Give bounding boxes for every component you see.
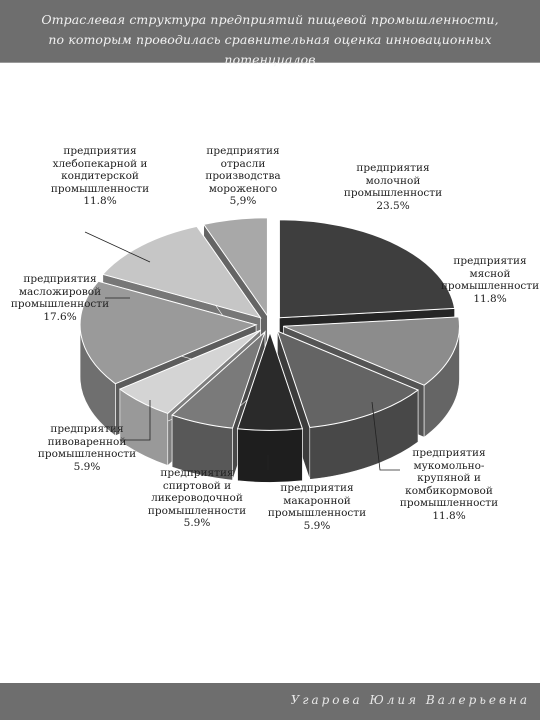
slice-label-6-line-2: промышленности — [10, 298, 110, 310]
title-bar — [0, 0, 540, 67]
slice-label-7-line-2: кондитерской — [61, 170, 139, 182]
slice-label-5-line-3: 5.9% — [73, 460, 101, 473]
slice-label-8 — [205, 145, 280, 208]
slice-label-1-line-1: мясной — [469, 267, 511, 280]
slice-label-8-line-0: предприятия — [206, 145, 280, 157]
slice-label-8-line-2: производства — [205, 170, 281, 182]
slice-label-4-line-0: предприятия — [160, 467, 234, 479]
slice-label-2-line-0: предприятия — [412, 447, 486, 459]
slice-label-6-line-3: 17.6% — [43, 310, 77, 323]
slice-0-top — [279, 220, 454, 318]
slice-label-1-line-2: промышленности — [440, 280, 540, 292]
slice-label-4-line-4: 5.9% — [183, 517, 211, 529]
slice-label-7-line-1: хлебопекарной и — [52, 157, 148, 170]
slice-label-0-line-1: молочной — [365, 174, 421, 187]
slice-label-1-line-0: предприятия — [453, 255, 527, 267]
slice-label-8-line-3: мороженого — [208, 182, 278, 195]
slice-label-2 — [400, 447, 498, 522]
slice-label-4 — [148, 467, 246, 530]
slice-label-5-line-1: пивоваренной — [47, 435, 127, 448]
slice-label-0-line-3: 23.5% — [376, 199, 410, 212]
slice-label-5-line-2: промышленности — [37, 448, 137, 460]
pie-top-faces — [80, 218, 459, 431]
slice-label-2-line-5: 11.8% — [432, 509, 466, 522]
slice-label-2-line-2: крупяной и — [417, 472, 481, 484]
slice-3-outer-wall — [238, 429, 303, 483]
slice-label-0 — [344, 162, 442, 212]
slice-label-3-line-3: 5.9% — [303, 519, 331, 532]
slice-label-4-line-1: спиртовой и — [162, 479, 232, 492]
slice-label-6 — [11, 273, 109, 323]
author-name: Угарова Юлия Валерьевна — [290, 693, 530, 707]
slice-label-4-line-2: ликероводочной — [151, 492, 243, 504]
slice-label-7-line-0: предприятия — [63, 145, 137, 157]
slice-label-4-line-3: промышленности — [147, 504, 247, 517]
chart-title — [8, 10, 532, 70]
slice-label-2-line-3: комбикормовой — [405, 484, 493, 497]
slice-label-8-line-4: 5,9% — [229, 195, 257, 207]
slice-label-2-line-4: промышленности — [399, 497, 499, 509]
slice-label-3-line-0: предприятия — [280, 482, 354, 494]
slice-label-3-line-1: макаронной — [283, 494, 351, 507]
slice-label-6-line-1: масложировой — [18, 285, 102, 298]
slice-label-3 — [268, 482, 366, 532]
slice-label-7 — [51, 145, 149, 208]
chart-title-line-2: по которым проводилась сравнительная оценка инновационных потенциалов — [48, 32, 492, 67]
slice-label-8-line-1: отрасли — [220, 157, 266, 170]
slice-label-2-line-1: мукомольно- — [413, 459, 485, 472]
slice-label-6-line-0: предприятия — [23, 273, 97, 285]
slice-label-3-line-2: промышленности — [267, 507, 367, 519]
slice-label-7-line-3: промышленности — [50, 182, 150, 195]
slice-label-0-line-2: промышленности — [343, 187, 443, 199]
chart-title-line-1: Отраслевая структура предприятий пищевой промышленности, — [41, 12, 499, 27]
slice-label-1-line-3: 11.8% — [473, 292, 507, 305]
footer-bar — [0, 683, 540, 720]
slice-label-7-line-4: 11.8% — [83, 195, 117, 207]
slice-label-5-line-0: предприятия — [50, 423, 124, 435]
slice-label-5 — [38, 423, 136, 473]
slice-label-1 — [441, 255, 539, 305]
slice-label-0-line-0: предприятия — [356, 162, 430, 174]
